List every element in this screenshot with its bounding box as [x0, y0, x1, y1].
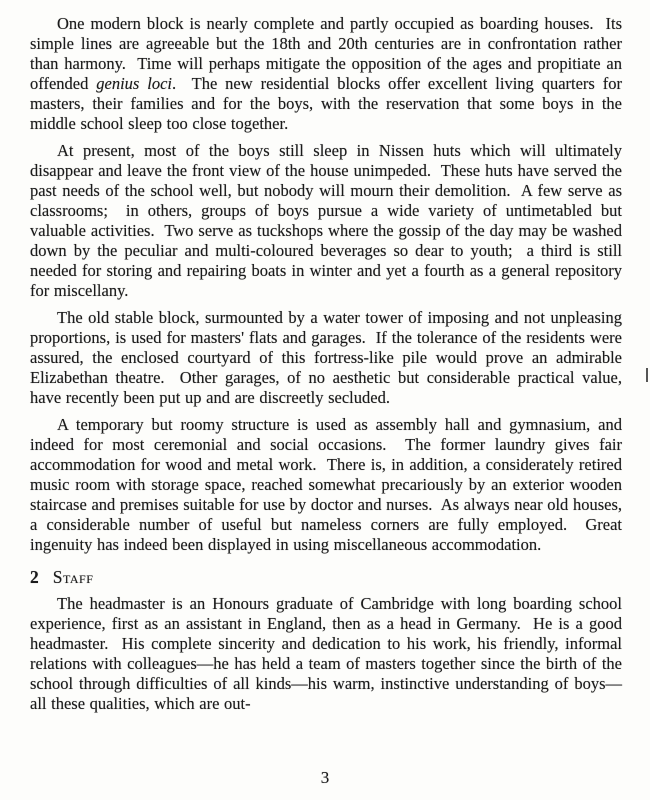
paragraph-modern-block [30, 14, 627, 134]
paragraph-headmaster: The headmaster is an Honours graduate of Cambridge with long boarding school experience, first as an assistant in England, then as a head in Germany. He is a good headmaster. His complete sincerity and dedication to his work, his friendly, informal relations with colleagues—he has held a team of masters together since the birth of the school through difficulties of all kinds—his warm, instinctive understanding of boys—all these qualities, which are out- [30, 594, 627, 713]
section-number: 2 [30, 567, 39, 587]
paragraph-text: One modern block is nearly complete and partly occupied as boarding houses. Its simple lines are agreeable but the 18th and 20th centuries are in confrontation rather than harmony. Time will perhaps mitigate the opposition of the ages and propitiate an offended [30, 14, 627, 93]
section-heading-staff [30, 566, 622, 588]
paragraph-stable-block: The old stable block, surmounted by a water tower of imposing and not unpleasing proportions, is used for masters' flats and garages. If the tolerance of the residents were assured, the enclosed courtyard of this fortress-like pile would prove an admirable Elizabethan theatre. Other garages, of no aesthetic but considerable practical value, have recently been put up and are discreetly secluded. [30, 308, 627, 407]
latin-phrase-genius-loci: genius loci [96, 74, 172, 93]
page-number: 3 [320, 768, 330, 787]
paragraph-text: . The new residential blocks offer excellent living quarters for masters, their families and for the boys, with the reservation that some boys in the middle school sleep too close together. [30, 74, 627, 133]
scan-artifact [646, 368, 648, 382]
paragraph-nissen-huts: At present, most of the boys still sleep in Nissen huts which will ultimately disappear and leave the front view of the house unimpeded. These huts have served the past needs of the school well, but nobody will mourn their demolition. A few serve as classrooms; in others, groups of boys pursue a wide variety of untimetabled but valuable activities. Two serve as tuckshops where the gossip of the day may be washed down by the peculiar and multi-coloured beverages so dear to youth; a third is still needed for storing and repairing boats in winter and yet a fourth as a general repository for miscellany. [30, 141, 627, 300]
section-title: Staff [52, 567, 94, 587]
paragraph-assembly-hall: A temporary but roomy structure is used as assembly hall and gymnasium, and indeed for most ceremonial and social occasions. The former laundry gives fair accommodation for wood and metal work. There is, in addition, a considerately retired music room with storage space, reached somewhat precariously by an exterior wooden staircase and premises suitable for use by doctor and nurses. As always near old houses, a considerable number of useful but nameless corners are fully employed. Great ingenuity has indeed been displayed in using miscellaneous accommodation. [30, 415, 627, 554]
